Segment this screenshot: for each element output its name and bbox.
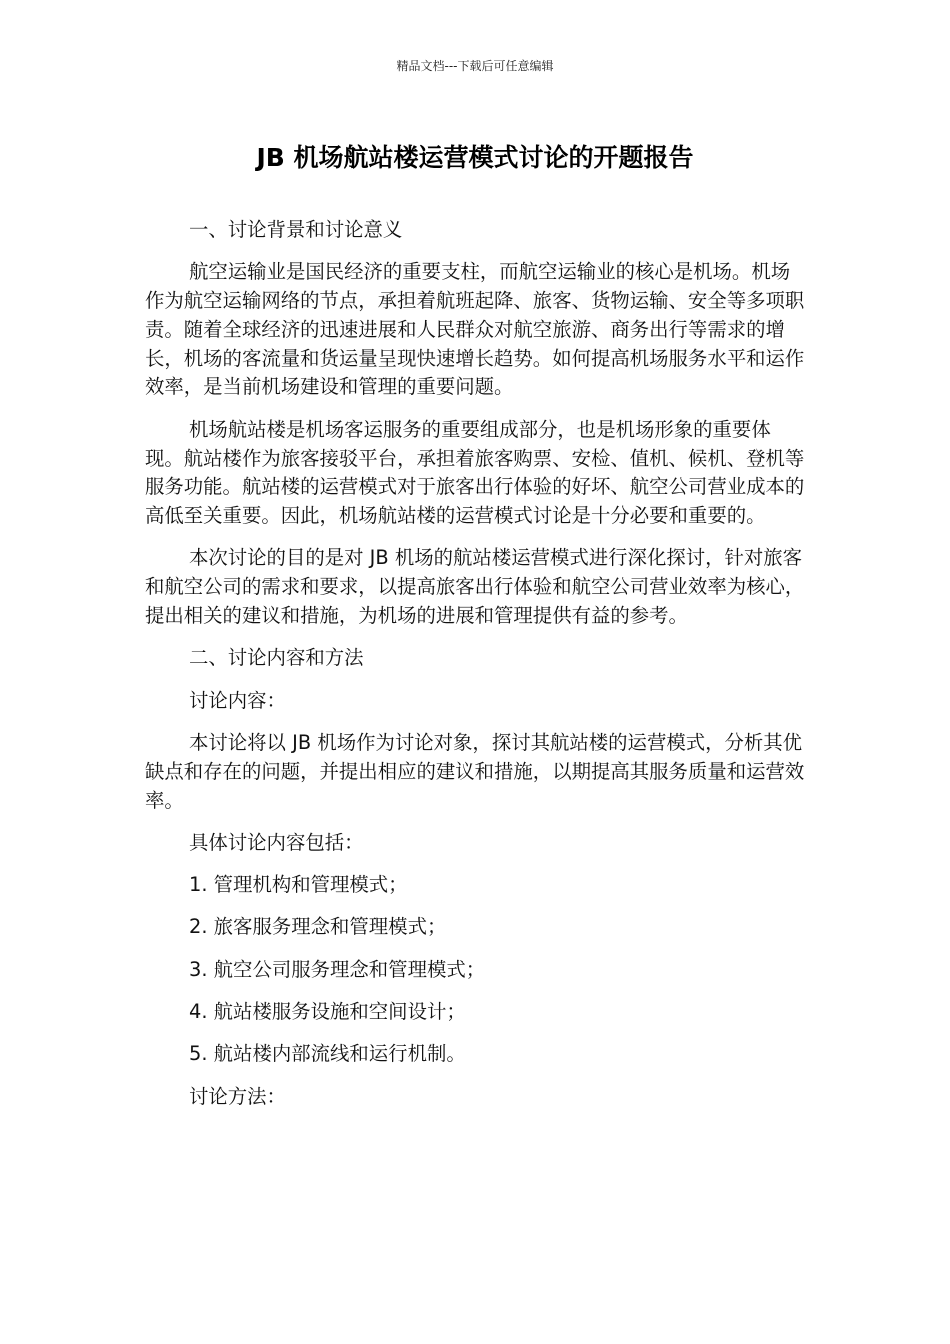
list-item: 1. 管理机构和管理模式； [189,873,408,897]
section-heading-1: 一、讨论背景和讨论意义 [189,218,403,241]
document-body [145,216,805,1125]
paragraph-background-1: 航空运输业是国民经济的重要支柱，而航空运输业的核心是机场。机场作为航空运输网络的节点，承担着航班起降、旅客、货物运输、安全等多项职责。随着全球经济的迅速进展和人民群众对航空旅游、商务出行等需求的增长，机场的客流量和货运量呈现快速增长趋势。如何提高机场服务水平和运作效率，是当前机场建设和管理的重要问题。 [145,260,805,399]
page-header: 精品文档---下载后可任意编辑 [396,59,554,73]
document-title: JB 机场航站楼运营模式讨论的开题报告 [256,143,694,172]
content-label: 讨论内容： [189,688,286,712]
method-label: 讨论方法： [189,1084,286,1108]
paragraph-background-3: 本次讨论的目的是对 JB 机场的航站楼运营模式进行深化探讨，针对旅客和航空公司的需求和要求，以提高旅客出行体验和航空公司营业效率为核心，提出相关的建议和措施，为机场的进展和管理提供有益的参考。 [145,546,805,628]
paragraph-content: 本讨论将以 JB 机场作为讨论对象，探讨其航站楼的运营模式，分析其优缺点和存在的问题，并提出相应的建议和措施，以期提高其服务质量和运营效率。 [145,730,805,812]
list-item: 4. 航站楼服务设施和空间设计； [189,1000,466,1024]
paragraph-background-2: 机场航站楼是机场客运服务的重要组成部分，也是机场形象的重要体现。航站楼作为旅客接驳平台，承担着旅客购票、安检、值机、候机、登机等服务功能。航站楼的运营模式对于旅客出行体验的好坏、航空公司营业成本的高低至关重要。因此，机场航站楼的运营模式讨论是十分必要和重要的。 [145,417,805,528]
section-heading-2: 二、讨论内容和方法 [189,646,364,670]
list-item: 5. 航站楼内部流线和运行机制。 [189,1042,466,1066]
list-intro: 具体讨论内容包括： [189,830,364,854]
list-item: 2. 旅客服务理念和管理模式； [189,915,447,939]
list-item: 3. 航空公司服务理念和管理模式； [189,957,486,981]
